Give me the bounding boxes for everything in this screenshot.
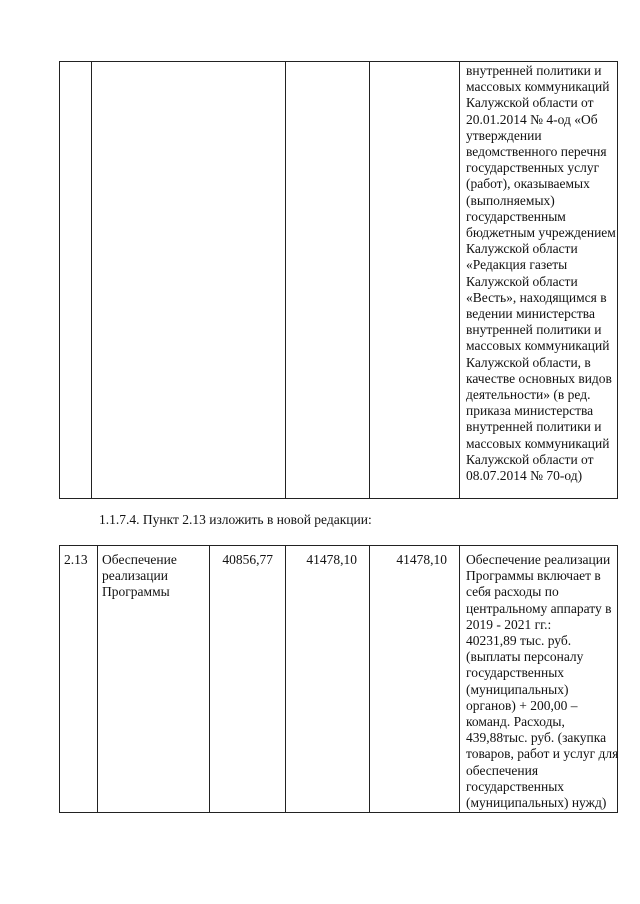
text-line: (муниципальных) нужд) [466, 795, 607, 811]
text-line: Калужской области от [466, 95, 594, 111]
name-line: Обеспечение [102, 552, 177, 567]
text-line: ведомственного перечня [466, 144, 607, 160]
text-line: 40231,89 тыс. руб. [466, 633, 572, 649]
cell-name [92, 62, 286, 499]
text-line: (выплаты персоналу [466, 649, 584, 665]
text-line: государственных [466, 778, 565, 794]
cell-value1: 40856,77 [210, 546, 286, 813]
text-line: государственных услуг [466, 160, 600, 176]
name-line: реализации [102, 568, 168, 584]
text-line: (работ), оказываемых [466, 176, 590, 192]
amendment-paragraph: 1.1.7.4. Пункт 2.13 изложить в новой редакции: [99, 512, 372, 527]
text-line: государственным [466, 208, 566, 224]
cell-value2 [370, 62, 460, 499]
text-line: Калужской области от [466, 451, 594, 467]
text-line: массовых коммуникаций [466, 435, 610, 451]
text-line: массовых коммуникаций [466, 338, 610, 354]
text-line: (выполняемых) [466, 192, 555, 208]
text-line: внутренней политики и [466, 63, 602, 78]
item-2-13-table [59, 545, 618, 813]
text-line: внутренней политики и [466, 322, 602, 338]
continued-table [59, 61, 618, 499]
text-line: утверждении [466, 127, 542, 143]
text-line: Калужской области [466, 241, 578, 257]
text-line: бюджетным учреждением [466, 225, 616, 241]
text-line: качестве основных видов [466, 370, 612, 386]
text-line: 08.07.2014 № 70-од) [466, 468, 583, 484]
cell-name [98, 546, 210, 813]
text-line: приказа министерства [466, 403, 594, 419]
text-line: обеспечения [466, 762, 539, 778]
text-line: Калужской области [466, 273, 578, 289]
text-line: государственных [466, 665, 565, 681]
text-line: «Весть», находящимся в [466, 289, 607, 305]
cell-description [460, 546, 618, 813]
text-line: 20.01.2014 № 4-од «Об [466, 111, 598, 127]
cell-number: 2.13 [60, 546, 98, 813]
text-line: себя расходы по [466, 584, 559, 600]
name-line: Программы [102, 584, 170, 600]
text-line: деятельности» (в ред. [466, 387, 591, 403]
text-line: Обеспечение реализации [466, 552, 611, 567]
text-line: команд. Расходы, [466, 714, 565, 730]
cell-value2: 41478,10 [286, 546, 370, 813]
text-line: органов) + 200,00 – [466, 697, 578, 713]
text-line: 439,88тыс. руб. (закупка [466, 730, 607, 746]
cell-number [60, 62, 92, 499]
cell-value3: 41478,10 [370, 546, 460, 813]
text-line: Программы включает в [466, 568, 601, 584]
text-line: (муниципальных) [466, 681, 569, 697]
cell-value1 [286, 62, 370, 499]
text-line: внутренней политики и [466, 419, 602, 435]
text-line: массовых коммуникаций [466, 79, 610, 95]
cell-description [460, 62, 618, 499]
text-line: ведении министерства [466, 306, 595, 322]
text-line: Калужской области, в [466, 354, 591, 370]
text-line: 2019 - 2021 гг.: [466, 616, 552, 632]
text-line: центральному аппарату в [466, 600, 612, 616]
text-line: товаров, работ и услуг для [466, 746, 619, 762]
text-line: «Редакция газеты [466, 257, 568, 273]
